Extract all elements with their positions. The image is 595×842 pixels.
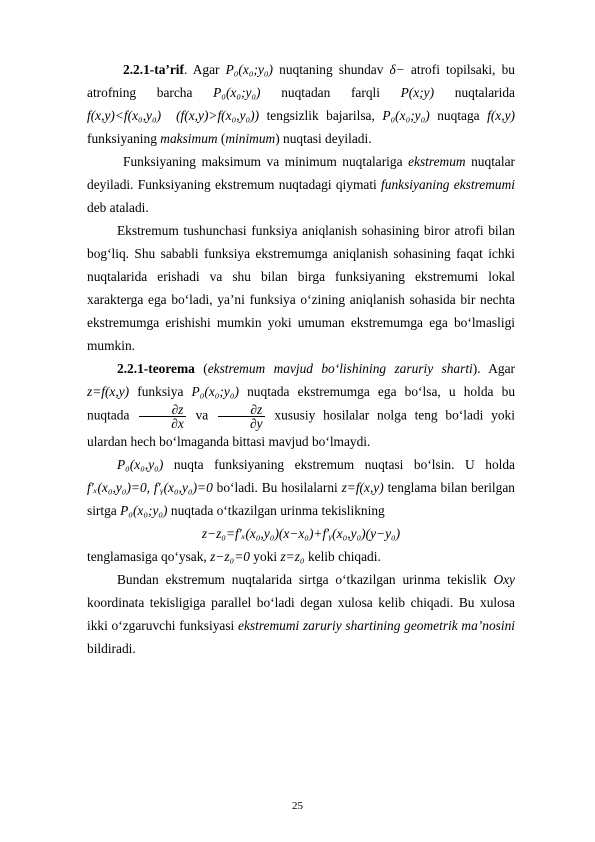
- math-p0: P₀(x₀;y₀): [382, 108, 430, 123]
- math-p0: P₀(x₀;y₀): [225, 62, 274, 77]
- theorem-heading: 2.2.1-teorema: [117, 361, 195, 376]
- theorem-paragraph: 2.2.1-teorema (ekstremum mavjud bo‘lishining zaruriy sharti). Agar z=f(x,y) funksiya P₀(x₀;y₀) nuqtada ekstremumga ega bo‘lsa, u holda bu nuqtada $\frac{\partial z}{\partial x}$ va $\frac{\partial z}{\partial y}$ xususiy hosilalar nolga teng bo‘ladi yoki ulardan hech bo‘lmaganda bittasi mavjud bo‘lmaydi.: [87, 361, 516, 449]
- page-number: 25: [292, 800, 303, 812]
- math-ineq-min: (f(x,y)>f(x₀,y₀)): [176, 108, 260, 123]
- math-ineq-max: f(x,y)<f(x₀,y₀): [87, 108, 162, 123]
- tangent-paragraph: P₀(x₀,y₀) nuqta funksiyaning ekstremum nuqtasi bo‘lsin. U holda f′ₓ(x₀,y₀)=0, f′ᵧ(x₀,y₀)=0 bo‘ladi. Bu hosilalarni z=f(x,y) tenglama bilan berilgan sirtga P₀(x₀;y₀) nuqtada o‘tkazilgan urinma tekislikning: [87, 457, 515, 518]
- math-fxy: f(x,y): [487, 108, 515, 123]
- math-p0: P₀(x₀,y₀): [117, 457, 164, 472]
- local-extremum-paragraph: Ekstremum tushunchasi funksiya aniqlanish sohasining biror atrofi bilan bog‘liq. Shu sababli funksiya ekstremumga aniqlanish sohasining faqat ichki nuqtalarida erishadi va shu bilan birga funksiyaning ekstremumi lokal xarakterga ega bo‘ladi, ya’ni funksiya o‘zining aniqlanish sohasida bir nechta ekstremumga erishishi mumkin yoki umuman ekstremumga ega bo‘lmasligi mumkin.: [87, 223, 515, 353]
- definition-heading: 2.2.1-ta’rif: [123, 62, 184, 77]
- math-p0: P₀(x₀;y₀): [191, 384, 239, 399]
- term-geometric-meaning: ekstremumi zaruriy shartining geometrik ma’nosini: [238, 618, 515, 633]
- term-function-extremum: funksiyaning ekstremumi: [381, 177, 515, 192]
- theorem-title: ekstremum mavjud bo‘lishining zaruriy sharti: [207, 361, 473, 376]
- tangent-plane-equation: z−z₀=f′ₓ(x₀,y₀)(x−x₀)+f′ᵧ(x₀,y₀)(y−y₀): [201, 526, 401, 541]
- geometric-meaning-paragraph: Bundan ekstremum nuqtalarida sirtga o‘tkazilgan urinma tekislik Oxy koordinata tekisligiga parallel bo‘ladi degan xulosa kelib chiqadi. Bu xulosa ikki o‘zgaruvchi funksiyasi ekstremumi zaruriy shartining geometrik ma’nosini bildiradi.: [87, 572, 515, 656]
- math-p: P(x;y): [400, 85, 435, 100]
- term-extremum: ekstremum: [408, 154, 466, 169]
- partial-dz-dy: $\frac{\partial z}{\partial y}$: [218, 403, 265, 430]
- math-p0: P₀(x₀;y₀): [120, 503, 168, 518]
- term-oxy: Oxy: [493, 572, 515, 587]
- definition-paragraph: 2.2.1-ta’rif. Agar P₀(x₀;y₀) nuqtaning shundav δ− atrofi topilsaki, bu atrofning barcha P₀(x₀;y₀) nuqtadan farqli P(x;y) nuqtalarida f(x,y)<f(x₀,y₀) (f(x,y)>f(x₀,y₀)) tengsizlik bajarilsa, P₀(x₀;y₀) nuqtaga f(x,y) funksiyaning maksimum (minimum) nuqtasi deyiladi.: [87, 62, 516, 146]
- extremum-paragraph: Funksiyaning maksimum va minimum nuqtalariga ekstremum nuqtalar deyiladi. Funksiyaning ekstremum nuqtadagi qiymati funksiyaning ekstremumi deb ataladi.: [87, 154, 515, 215]
- math-z-fxy: z=f(x,y): [341, 480, 384, 495]
- math-z-eq-z0: z=z₀: [280, 549, 305, 564]
- term-minimum: minimum: [225, 131, 276, 146]
- math-p0: P₀(x₀;y₀): [213, 85, 261, 100]
- math-z-minus-z0: z−z₀=0: [210, 549, 250, 564]
- term-maximum: maksimum: [160, 131, 218, 146]
- substitution-paragraph: tenglamasiga qo‘ysak, z−z₀=0 yoki z=z₀ kelib chiqadi.: [87, 549, 381, 564]
- math-delta: δ−: [389, 62, 405, 77]
- math-z-fxy: z=f(x,y): [87, 384, 130, 399]
- page-body: [87, 58, 515, 660]
- math-partials-zero: f′ₓ(x₀,y₀)=0, f′ᵧ(x₀,y₀)=0: [87, 480, 213, 495]
- partial-dz-dx: $\frac{\partial z}{\partial x}$: [139, 403, 186, 430]
